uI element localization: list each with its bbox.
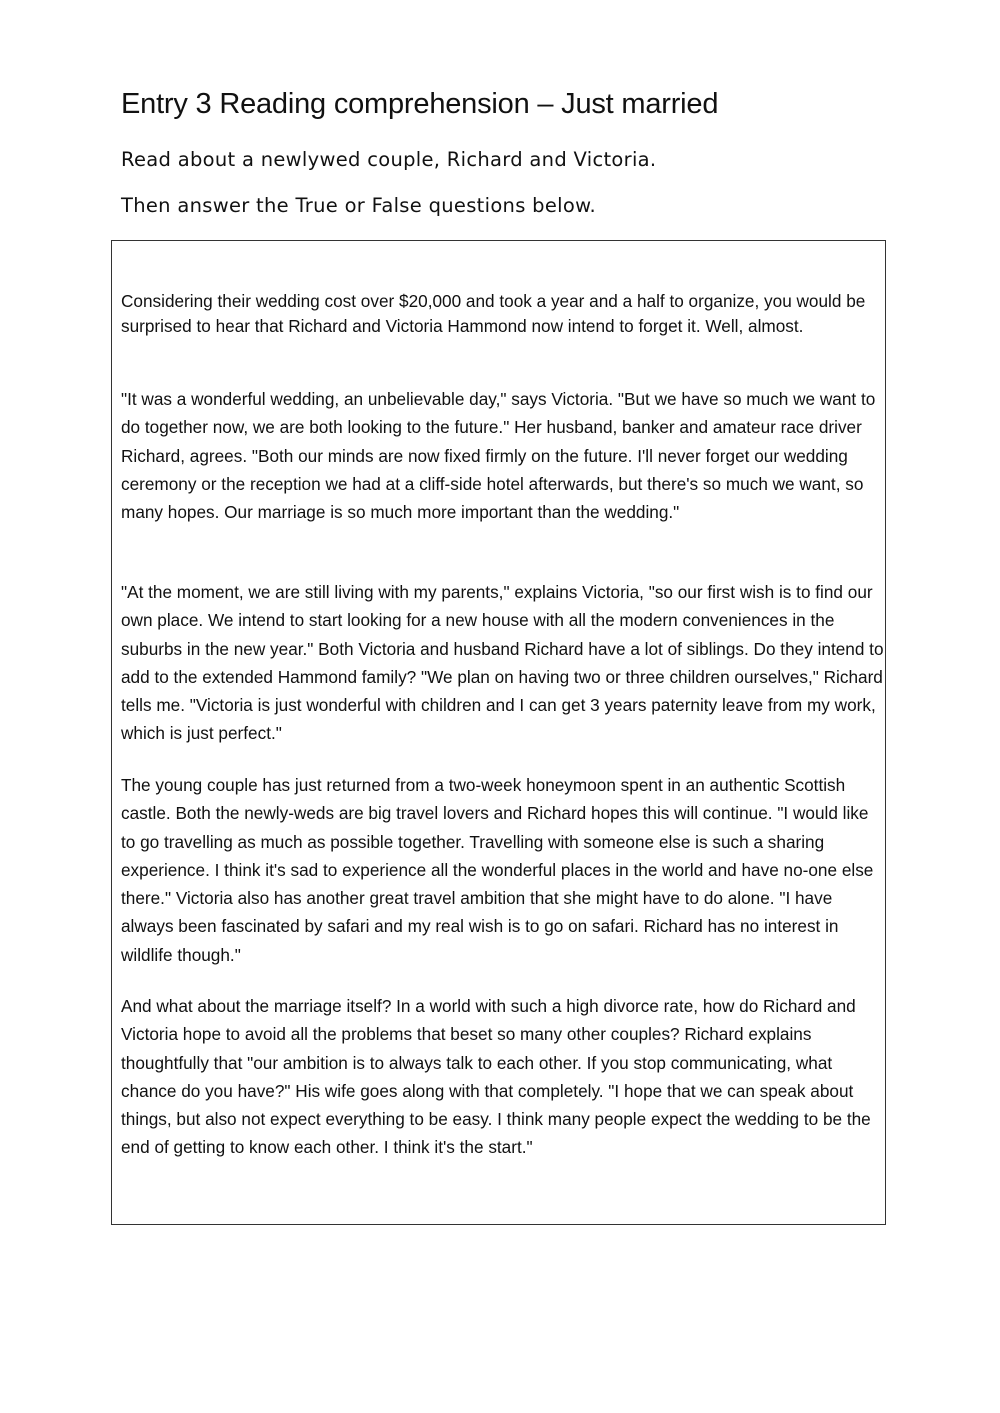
instruction-read: Read about a newlywed couple, Richard and Victoria. xyxy=(121,148,657,171)
instruction-answer: Then answer the True or False questions below. xyxy=(121,194,597,217)
reading-passage-box xyxy=(111,240,886,1225)
passage-paragraph-3: "At the moment, we are still living with my parents," explains Victoria, "so our first wish is to find our own place. We intend to start looking for a new house with all the modern conveniences in the suburbs in the new year." Both Victoria and husband Richard have a lot of siblings. Do they intend to add to the extended Hammond family? "We plan on having two or three children ourselves," Richard tells me. "Victoria is just wonderful with children and I can get 3 years paternity leave from my work, which is just perfect." xyxy=(121,582,884,744)
page-title: Entry 3 Reading comprehension – Just married xyxy=(121,88,719,120)
passage-paragraph-2: "It was a wonderful wedding, an unbelievable day," says Victoria. "But we have so much we want to do together now, we are both looking to the future." Her husband, banker and amateur race driver Richard, agrees. "Both our minds are now fixed firmly on the future. I'll never forget our wedding ceremony or the reception we had at a cliff-side hotel afterwards, but there's so much we want, so many hopes. Our marriage is so much more important than the wedding." xyxy=(121,389,876,523)
passage-paragraph-5: And what about the marriage itself? In a world with such a high divorce rate, how do Richard and Victoria hope to avoid all the problems that beset so many other couples? Richard explains thoughtfully that "our ambition is to always talk to each other. If you stop communicating, what chance do you have?" His wife goes along with that completely. "I hope that we can speak about things, but also not expect everything to be easy. I think many people expect the wedding to be the end of getting to know each other. I think it's the start." xyxy=(121,996,871,1158)
passage-paragraph-4: The young couple has just returned from a two-week honeymoon spent in an authentic Scottish castle. Both the newly-weds are big travel lovers and Richard hopes this will continue. "I would like to go travelling as much as possible together. Travelling with someone else is such a sharing experience. I think it's sad to experience all the wonderful places in the world and have no-one else there." Victoria also has another great travel ambition that she might have to do alone. "I have always been fascinated by safari and my real wish is to go on safari. Richard has no interest in wildlife though." xyxy=(121,775,874,965)
passage-paragraph-1: Considering their wedding cost over $20,000 and took a year and a half to organize, you would be surprised to hear that Richard and Victoria Hammond now intend to forget it. Well, almost. xyxy=(121,291,866,336)
